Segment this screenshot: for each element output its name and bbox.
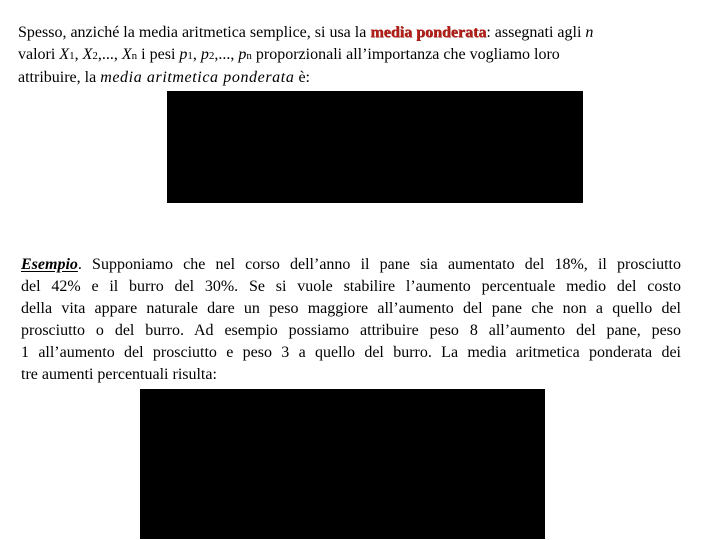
example-line-6: tre aumenti percentuali risulta: xyxy=(21,366,217,383)
intro-text: Spesso, anziché la media aritmetica semplice, si usa la xyxy=(18,24,371,41)
variable-p1: p xyxy=(179,46,188,63)
variable-x2: X xyxy=(82,46,93,63)
intro-paragraph xyxy=(18,22,708,89)
intro-text: i pesi xyxy=(137,46,180,63)
example-paragraph xyxy=(21,254,681,386)
variable-x1: X xyxy=(59,46,70,63)
example-line-1 xyxy=(21,254,681,276)
example-calculation-image xyxy=(140,389,545,539)
example-line-3: della vita appare naturale dare un peso maggiore all’aumento del pane che non a quello del xyxy=(21,300,681,317)
separator: , xyxy=(74,46,83,63)
separator: , xyxy=(192,46,201,63)
subscript: 1 xyxy=(69,50,75,62)
intro-line-3 xyxy=(18,67,708,89)
variable-pn: p xyxy=(238,46,247,63)
highlighted-term: media ponderata xyxy=(370,24,487,41)
subscript: n xyxy=(246,50,252,62)
example-line-2: del 42% e il burro del 30%. Se si vuole stabilire l’aumento percentuale medio del costo xyxy=(21,278,681,295)
intro-text: : assegnati agli xyxy=(486,24,586,41)
intro-text: proporzionali all’importanza che vogliamo loro xyxy=(251,46,560,63)
intro-line-1 xyxy=(18,22,708,44)
intro-text: valori xyxy=(18,46,60,63)
variable-xn: X xyxy=(121,46,132,63)
example-label: Esempio xyxy=(21,256,78,273)
example-line-4: prosciutto o del burro. Ad esempio possiamo attribuire peso 8 all’aumento del pane, peso xyxy=(21,322,681,339)
separator: ,..., xyxy=(214,46,239,63)
subscript: 2 xyxy=(92,50,98,62)
weighted-mean-formula-image xyxy=(167,91,583,203)
example-line-5: 1 all’aumento del prosciutto e peso 3 a quello del burro. La media aritmetica ponderata dei xyxy=(21,344,681,361)
intro-line-2 xyxy=(18,44,708,67)
intro-text: attribuire, la xyxy=(18,69,101,86)
subscript: n xyxy=(131,50,138,62)
example-text: . Supponiamo che nel corso dell’anno il pane sia aumentato del 18%, il prosciutto xyxy=(77,256,681,273)
variable-n: n xyxy=(585,24,594,41)
subscript: 2 xyxy=(208,50,215,62)
variable-p2: p xyxy=(200,46,209,63)
separator: ,..., xyxy=(97,46,122,63)
intro-text: è: xyxy=(294,69,310,86)
italic-term: media aritmetica ponderata xyxy=(100,69,295,86)
subscript: 1 xyxy=(187,50,193,62)
